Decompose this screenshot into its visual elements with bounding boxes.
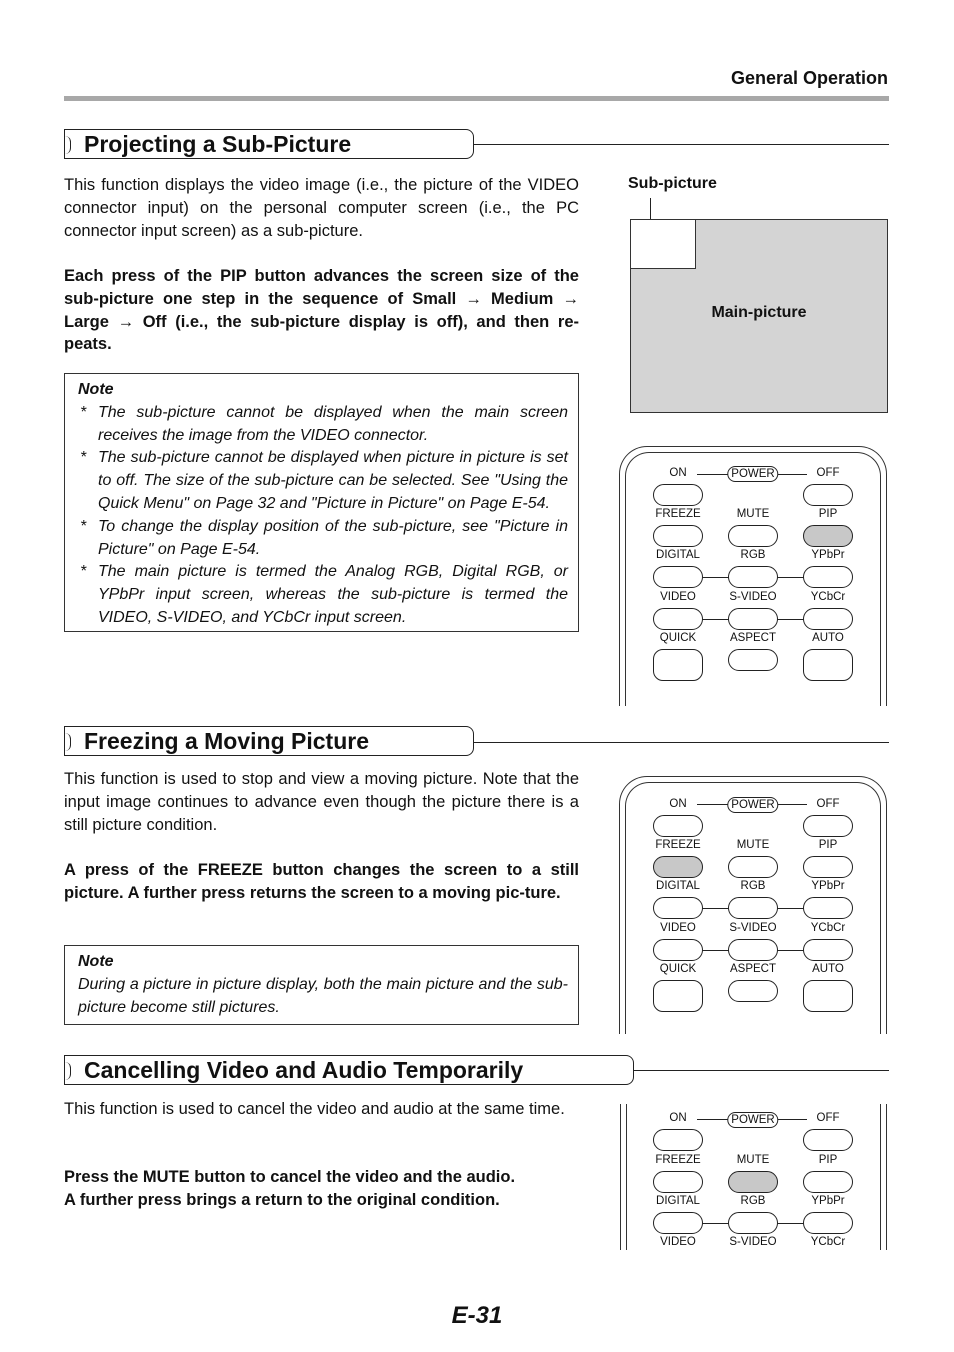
mute-label: MUTE: [736, 508, 770, 520]
power-label: POWER: [727, 797, 778, 813]
power-label: POWER: [727, 466, 778, 482]
quick-label: QUICK: [659, 632, 697, 644]
off-button[interactable]: [803, 815, 853, 837]
main-picture-label: Main-picture: [711, 304, 807, 321]
rgb-label: RGB: [740, 880, 766, 892]
pip-button[interactable]: [803, 856, 853, 878]
ycbcr-button[interactable]: [803, 939, 853, 961]
freeze-intro: This function is used to stop and view a moving picture. Note that the input image continues to advance even though the picture there is a still picture condition.: [64, 770, 579, 834]
svideo-label: S-VIDEO: [729, 922, 777, 934]
ycbcr-label: YCbCr: [810, 591, 846, 603]
on-label: ON: [669, 467, 687, 479]
freeze-button[interactable]: [653, 856, 703, 878]
freeze-label: FREEZE: [655, 1154, 701, 1166]
quick-label: QUICK: [659, 963, 697, 975]
svideo-button[interactable]: [728, 939, 778, 961]
ypbpr-label: YPbPr: [811, 1195, 845, 1207]
remote-control-freeze: [619, 776, 887, 1034]
mute-intro: This function is used to cancel the video and audio at the same time.: [64, 1100, 565, 1118]
on-button[interactable]: [653, 815, 703, 837]
note-text: During a picture in picture display, both the main picture and the sub-picture become still pictures.: [78, 975, 568, 1016]
section-title-sub-picture: Projecting a Sub-Picture: [64, 129, 474, 159]
remote-control-pip: [619, 446, 887, 706]
page-number: E-31: [451, 1302, 503, 1329]
freeze-label: FREEZE: [655, 508, 701, 520]
mute-instruction-1: Press the MUTE button to cancel the video and the audio.: [64, 1168, 516, 1186]
rgb-label: RGB: [740, 549, 766, 561]
auto-button[interactable]: [803, 980, 853, 1012]
off-label: OFF: [816, 1112, 840, 1124]
sub-picture-instruction: Each press of the PIP button advances the screen size of the sub-picture one step in the sequence of Small → Medium → Large → Off (i.e., the sub-picture display is off), and then re-peats.: [64, 267, 579, 354]
freeze-note: [64, 945, 579, 1025]
section-rule: [634, 1070, 889, 1071]
section-rule: [474, 144, 889, 145]
pip-label: PIP: [818, 1154, 838, 1166]
ypbpr-label: YPbPr: [811, 549, 845, 561]
section-title-mute: Cancelling Video and Audio Temporarily: [64, 1055, 634, 1085]
video-label: VIDEO: [660, 591, 696, 603]
on-button[interactable]: [653, 484, 703, 506]
pip-button[interactable]: [803, 1171, 853, 1193]
freeze-label: FREEZE: [655, 839, 701, 851]
off-button[interactable]: [803, 1129, 853, 1151]
svideo-button[interactable]: [728, 608, 778, 630]
pip-button[interactable]: [803, 525, 853, 547]
remote-control-mute: [620, 1100, 888, 1250]
digital-button[interactable]: [653, 566, 703, 588]
mute-button[interactable]: [728, 1171, 778, 1193]
on-label: ON: [669, 1112, 687, 1124]
on-label: ON: [669, 798, 687, 810]
rgb-button[interactable]: [728, 1212, 778, 1234]
rgb-button[interactable]: [728, 897, 778, 919]
quick-button[interactable]: [653, 649, 703, 681]
ypbpr-label: YPbPr: [811, 880, 845, 892]
section-title-freeze: Freezing a Moving Picture: [64, 726, 474, 756]
rgb-button[interactable]: [728, 566, 778, 588]
note-item: * The main picture is termed the Analog RGB, Digital RGB, or YPbPr input screen, whereas the sub-picture is termed the VIDEO, S-VIDEO, and YCbCr input screen.: [78, 561, 568, 629]
mute-button[interactable]: [728, 525, 778, 547]
note-title: Note: [78, 381, 114, 398]
sub-picture-label: Sub-picture: [628, 175, 717, 192]
off-button[interactable]: [803, 484, 853, 506]
main-picture-screen: [630, 219, 888, 413]
mute-instruction-2: A further press brings a return to the original condition.: [64, 1191, 500, 1209]
mute-button[interactable]: [728, 856, 778, 878]
ycbcr-label: YCbCr: [810, 1236, 846, 1248]
ycbcr-label: YCbCr: [810, 922, 846, 934]
video-label: VIDEO: [660, 922, 696, 934]
ypbpr-button[interactable]: [803, 566, 853, 588]
ypbpr-button[interactable]: [803, 897, 853, 919]
section-rule: [474, 742, 889, 743]
mute-label: MUTE: [736, 839, 770, 851]
digital-button[interactable]: [653, 897, 703, 919]
svideo-label: S-VIDEO: [729, 591, 777, 603]
quick-button[interactable]: [653, 980, 703, 1012]
auto-label: AUTO: [812, 632, 844, 644]
note-title: Note: [78, 953, 114, 970]
ycbcr-button[interactable]: [803, 608, 853, 630]
mute-label: MUTE: [736, 1154, 770, 1166]
freeze-button[interactable]: [653, 1171, 703, 1193]
svideo-label: S-VIDEO: [729, 1236, 777, 1248]
video-label: VIDEO: [660, 1236, 696, 1248]
note-item: * To change the display position of the sub-picture, see "Picture in Picture" on Page E-54.: [78, 516, 568, 562]
aspect-button[interactable]: [728, 980, 778, 1002]
video-button[interactable]: [653, 608, 703, 630]
aspect-label: ASPECT: [729, 963, 776, 975]
auto-button[interactable]: [803, 649, 853, 681]
pip-label: PIP: [818, 508, 838, 520]
sub-picture-note: [64, 373, 579, 632]
digital-button[interactable]: [653, 1212, 703, 1234]
off-label: OFF: [816, 798, 840, 810]
on-button[interactable]: [653, 1129, 703, 1151]
freeze-button[interactable]: [653, 525, 703, 547]
video-button[interactable]: [653, 939, 703, 961]
note-item: * The sub-picture cannot be displayed when picture in picture is set to off. The size of the sub-picture can be selected. See "Using the Quick Menu" on Page 32 and "Picture in Picture" on Page E-54.: [78, 447, 568, 515]
off-label: OFF: [816, 467, 840, 479]
pip-label: PIP: [818, 839, 838, 851]
digital-label: DIGITAL: [656, 549, 700, 561]
freeze-instruction: A press of the FREEZE button changes the screen to a still picture. A further press returns the screen to a moving pic-ture.: [64, 861, 579, 902]
power-label: POWER: [727, 1112, 778, 1128]
digital-label: DIGITAL: [656, 880, 700, 892]
note-item: * The sub-picture cannot be displayed when the main screen receives the image from the VIDEO connector.: [78, 402, 568, 448]
header-rule: [64, 96, 889, 101]
sub-picture-intro: This function displays the video image (i.e., the picture of the VIDEO connector input) on the personal computer screen (i.e., the PC connector input screen) as a sub-picture.: [64, 176, 579, 240]
auto-label: AUTO: [812, 963, 844, 975]
digital-label: DIGITAL: [656, 1195, 700, 1207]
aspect-button[interactable]: [728, 649, 778, 671]
aspect-label: ASPECT: [729, 632, 776, 644]
running-header: General Operation: [730, 68, 888, 88]
sub-picture-window: [631, 220, 696, 269]
rgb-label: RGB: [740, 1195, 766, 1207]
ypbpr-button[interactable]: [803, 1212, 853, 1234]
